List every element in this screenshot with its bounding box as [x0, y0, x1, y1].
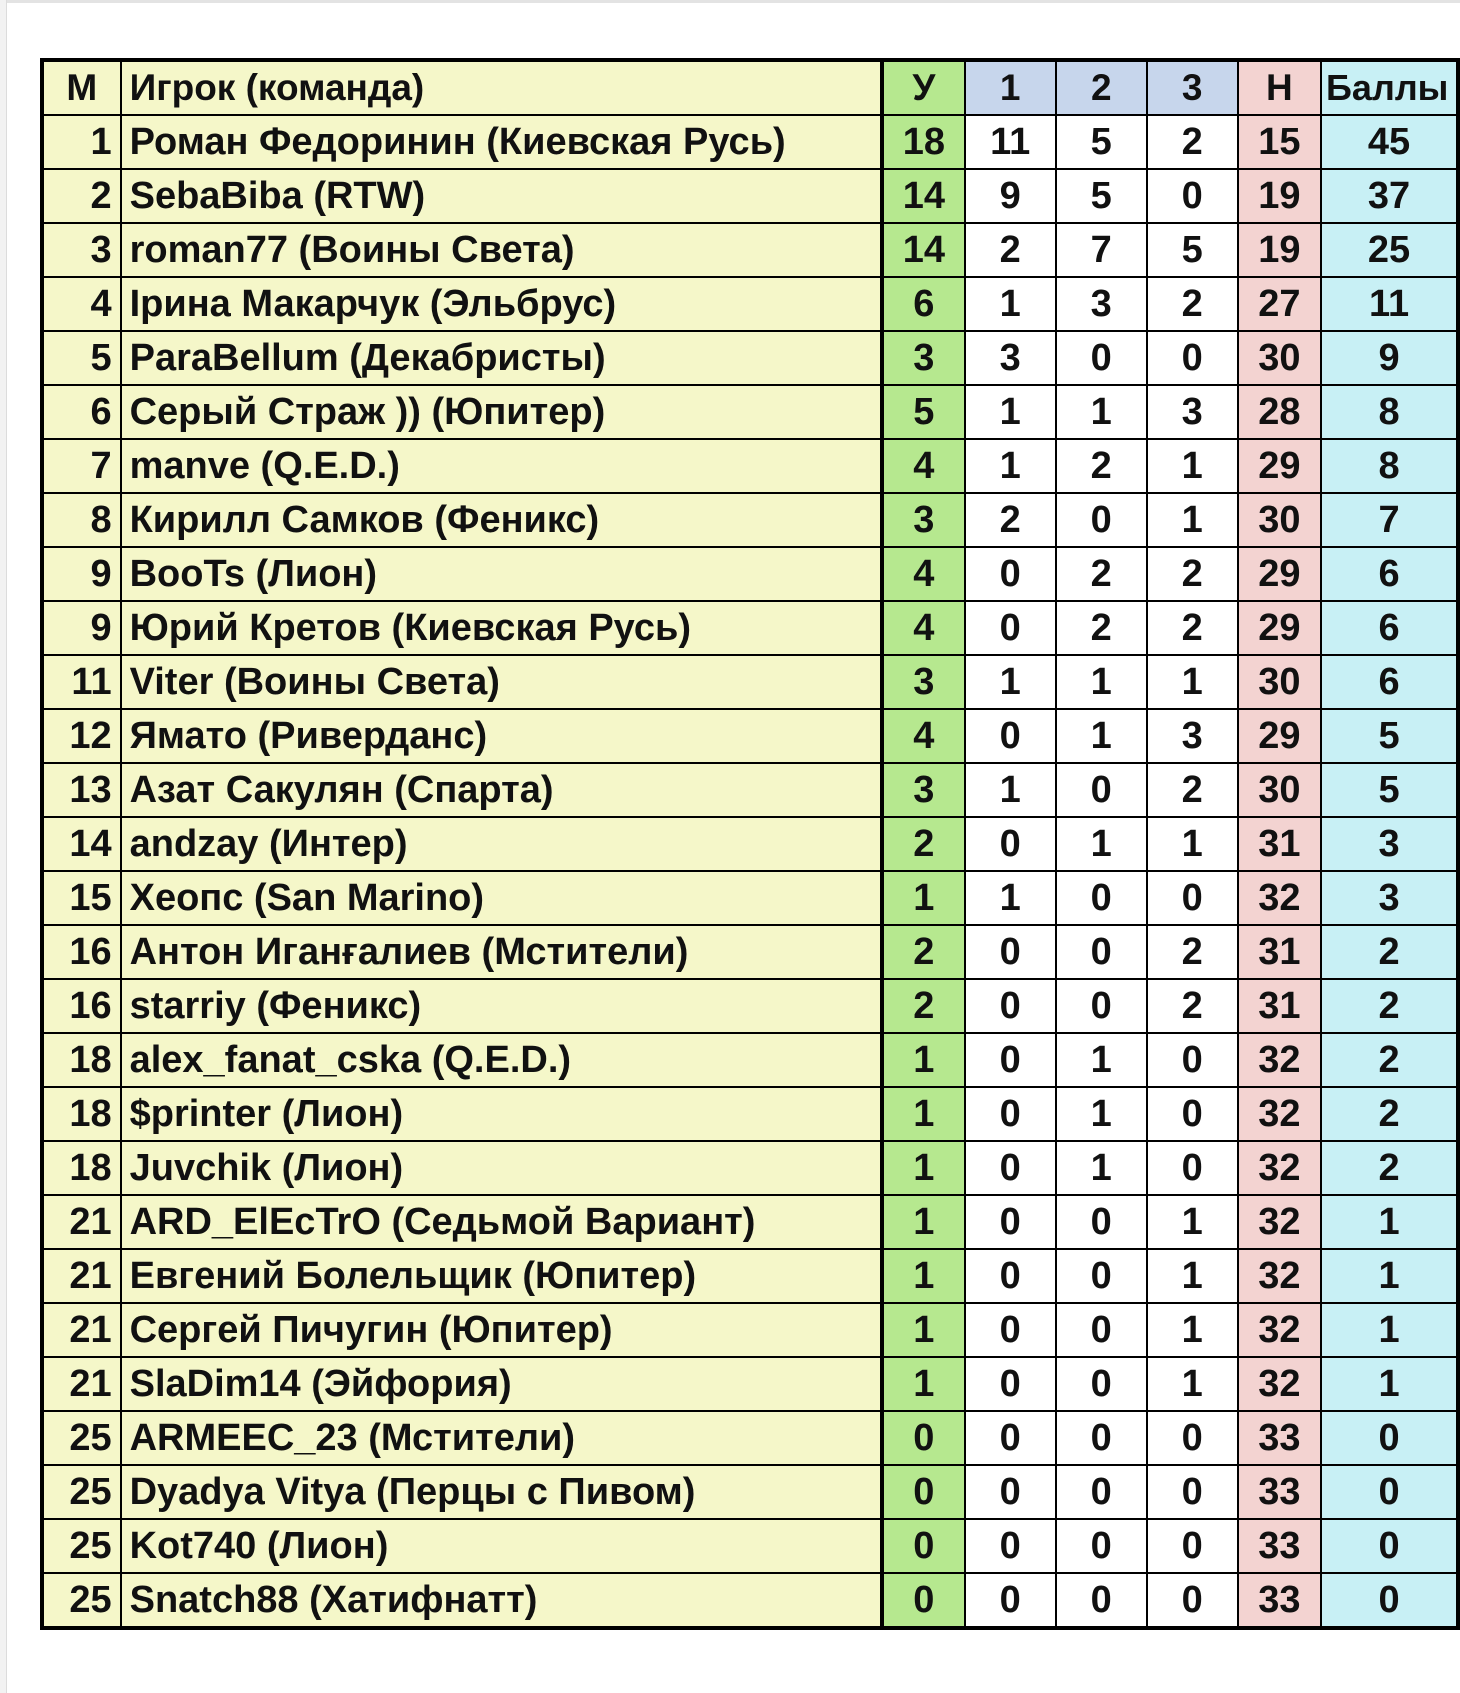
place-3-cell: 0: [1147, 1573, 1238, 1628]
table-row: [42, 1465, 1458, 1519]
points-cell: 3: [1321, 871, 1458, 925]
place-1-cell: 1: [965, 871, 1056, 925]
place-3-cell: 2: [1147, 925, 1238, 979]
rank-cell: 7: [42, 439, 121, 493]
player-cell: Антон Иганғалиев (Мстители): [121, 925, 883, 979]
points-cell: 45: [1321, 115, 1458, 169]
n-cell: 27: [1238, 277, 1321, 331]
n-cell: 33: [1238, 1411, 1321, 1465]
place-2-cell: 5: [1056, 115, 1147, 169]
table-row: [42, 169, 1458, 223]
n-cell: 32: [1238, 1357, 1321, 1411]
player-cell: Snatch88 (Хатифнатт): [121, 1573, 883, 1628]
n-cell: 15: [1238, 115, 1321, 169]
rank-cell: 8: [42, 493, 121, 547]
points-cell: 7: [1321, 493, 1458, 547]
rank-cell: 6: [42, 385, 121, 439]
player-cell: andzay (Интер): [121, 817, 883, 871]
rank-cell: 25: [42, 1465, 121, 1519]
place-2-cell: 2: [1056, 547, 1147, 601]
points-cell: 3: [1321, 817, 1458, 871]
points-cell: 5: [1321, 763, 1458, 817]
player-cell: Viter (Воины Света): [121, 655, 883, 709]
place-2-cell: 0: [1056, 979, 1147, 1033]
table-row: [42, 871, 1458, 925]
rank-cell: 16: [42, 979, 121, 1033]
points-cell: 8: [1321, 439, 1458, 493]
n-cell: 30: [1238, 331, 1321, 385]
points-cell: 2: [1321, 979, 1458, 1033]
place-1-cell: 9: [965, 169, 1056, 223]
table-row: [42, 331, 1458, 385]
u-cell: 18: [882, 115, 964, 169]
player-cell: Юрий Кретов (Киевская Русь): [121, 601, 883, 655]
points-cell: 1: [1321, 1357, 1458, 1411]
place-1-cell: 0: [965, 1195, 1056, 1249]
place-3-cell: 2: [1147, 115, 1238, 169]
place-2-cell: 0: [1056, 493, 1147, 547]
player-cell: Сергей Пичугин (Юпитер): [121, 1303, 883, 1357]
table-row: [42, 817, 1458, 871]
table-row: [42, 1033, 1458, 1087]
points-cell: 6: [1321, 547, 1458, 601]
u-cell: 14: [882, 169, 964, 223]
n-cell: 28: [1238, 385, 1321, 439]
place-3-cell: 5: [1147, 223, 1238, 277]
place-3-cell: 1: [1147, 493, 1238, 547]
place-2-cell: 0: [1056, 1519, 1147, 1573]
u-cell: 4: [882, 547, 964, 601]
place-1-cell: 0: [965, 1303, 1056, 1357]
place-2-cell: 2: [1056, 439, 1147, 493]
player-cell: Роман Федоринин (Киевская Русь): [121, 115, 883, 169]
place-3-cell: 0: [1147, 1411, 1238, 1465]
place-1-cell: 0: [965, 1033, 1056, 1087]
standings-table: [40, 58, 1460, 1630]
rank-cell: 11: [42, 655, 121, 709]
player-cell: Серый Страж )) (Юпитер): [121, 385, 883, 439]
player-cell: SebaBiba (RTW): [121, 169, 883, 223]
player-cell: Ямато (Риверданс): [121, 709, 883, 763]
n-cell: 32: [1238, 871, 1321, 925]
header-place-2: 2: [1056, 60, 1147, 115]
place-3-cell: 1: [1147, 655, 1238, 709]
u-cell: 0: [882, 1573, 964, 1628]
points-cell: 6: [1321, 655, 1458, 709]
place-2-cell: 0: [1056, 331, 1147, 385]
place-1-cell: 11: [965, 115, 1056, 169]
n-cell: 31: [1238, 979, 1321, 1033]
place-3-cell: 2: [1147, 601, 1238, 655]
rank-cell: 5: [42, 331, 121, 385]
points-cell: 2: [1321, 925, 1458, 979]
rank-cell: 12: [42, 709, 121, 763]
player-cell: starriy (Феникс): [121, 979, 883, 1033]
n-cell: 32: [1238, 1087, 1321, 1141]
n-cell: 19: [1238, 169, 1321, 223]
table-row: [42, 1519, 1458, 1573]
place-1-cell: 0: [965, 1519, 1056, 1573]
place-2-cell: 0: [1056, 1465, 1147, 1519]
place-2-cell: 1: [1056, 1141, 1147, 1195]
player-cell: Dyadya Vitya (Перцы с Пивом): [121, 1465, 883, 1519]
points-cell: 0: [1321, 1411, 1458, 1465]
rank-cell: 16: [42, 925, 121, 979]
place-3-cell: 1: [1147, 439, 1238, 493]
rank-cell: 18: [42, 1087, 121, 1141]
place-3-cell: 0: [1147, 1465, 1238, 1519]
rank-cell: 14: [42, 817, 121, 871]
rank-cell: 13: [42, 763, 121, 817]
place-1-cell: 2: [965, 223, 1056, 277]
place-1-cell: 0: [965, 1357, 1056, 1411]
rank-cell: 21: [42, 1195, 121, 1249]
place-3-cell: 0: [1147, 169, 1238, 223]
header-player: Игрок (команда): [121, 60, 883, 115]
points-cell: 37: [1321, 169, 1458, 223]
u-cell: 1: [882, 1141, 964, 1195]
u-cell: 1: [882, 1249, 964, 1303]
player-cell: $printer (Лион): [121, 1087, 883, 1141]
place-1-cell: 0: [965, 979, 1056, 1033]
place-3-cell: 1: [1147, 1195, 1238, 1249]
n-cell: 29: [1238, 439, 1321, 493]
place-1-cell: 0: [965, 601, 1056, 655]
points-cell: 25: [1321, 223, 1458, 277]
place-3-cell: 2: [1147, 763, 1238, 817]
points-cell: 6: [1321, 601, 1458, 655]
place-2-cell: 1: [1056, 385, 1147, 439]
rank-cell: 18: [42, 1033, 121, 1087]
header-rank: М: [42, 60, 121, 115]
player-cell: Евгений Болельщик (Юпитер): [121, 1249, 883, 1303]
table-row: [42, 115, 1458, 169]
u-cell: 2: [882, 817, 964, 871]
u-cell: 0: [882, 1519, 964, 1573]
place-3-cell: 0: [1147, 1141, 1238, 1195]
u-cell: 4: [882, 601, 964, 655]
place-2-cell: 0: [1056, 871, 1147, 925]
header-row: [42, 60, 1458, 115]
place-2-cell: 5: [1056, 169, 1147, 223]
table-row: [42, 763, 1458, 817]
points-cell: 2: [1321, 1087, 1458, 1141]
table-row: [42, 1141, 1458, 1195]
place-1-cell: 0: [965, 1465, 1056, 1519]
points-cell: 2: [1321, 1141, 1458, 1195]
rank-cell: 25: [42, 1519, 121, 1573]
table-row: [42, 1303, 1458, 1357]
player-cell: Хеопс (San Marino): [121, 871, 883, 925]
table-row: [42, 277, 1458, 331]
place-1-cell: 0: [965, 1411, 1056, 1465]
place-3-cell: 1: [1147, 1303, 1238, 1357]
table-row: [42, 493, 1458, 547]
player-cell: manve (Q.E.D.): [121, 439, 883, 493]
place-3-cell: 3: [1147, 385, 1238, 439]
place-2-cell: 7: [1056, 223, 1147, 277]
place-3-cell: 3: [1147, 709, 1238, 763]
place-1-cell: 1: [965, 439, 1056, 493]
table-row: [42, 1411, 1458, 1465]
u-cell: 1: [882, 1303, 964, 1357]
n-cell: 29: [1238, 547, 1321, 601]
place-1-cell: 0: [965, 1087, 1056, 1141]
u-cell: 1: [882, 1033, 964, 1087]
place-2-cell: 1: [1056, 1033, 1147, 1087]
place-2-cell: 0: [1056, 1357, 1147, 1411]
place-1-cell: 0: [965, 709, 1056, 763]
place-2-cell: 0: [1056, 1249, 1147, 1303]
place-2-cell: 1: [1056, 817, 1147, 871]
rank-cell: 21: [42, 1249, 121, 1303]
n-cell: 30: [1238, 655, 1321, 709]
u-cell: 5: [882, 385, 964, 439]
u-cell: 4: [882, 709, 964, 763]
place-3-cell: 0: [1147, 1087, 1238, 1141]
standings-body: [42, 115, 1458, 1628]
u-cell: 1: [882, 1195, 964, 1249]
points-cell: 1: [1321, 1195, 1458, 1249]
u-cell: 6: [882, 277, 964, 331]
rank-cell: 21: [42, 1303, 121, 1357]
n-cell: 33: [1238, 1465, 1321, 1519]
n-cell: 33: [1238, 1573, 1321, 1628]
place-3-cell: 1: [1147, 1249, 1238, 1303]
n-cell: 32: [1238, 1303, 1321, 1357]
place-2-cell: 3: [1056, 277, 1147, 331]
place-2-cell: 1: [1056, 655, 1147, 709]
table-row: [42, 1357, 1458, 1411]
rank-cell: 15: [42, 871, 121, 925]
n-cell: 32: [1238, 1195, 1321, 1249]
n-cell: 30: [1238, 493, 1321, 547]
place-2-cell: 0: [1056, 1573, 1147, 1628]
table-row: [42, 601, 1458, 655]
rank-cell: 2: [42, 169, 121, 223]
rank-cell: 1: [42, 115, 121, 169]
header-place-3: 3: [1147, 60, 1238, 115]
table-row: [42, 223, 1458, 277]
points-cell: 9: [1321, 331, 1458, 385]
header-u: У: [882, 60, 964, 115]
player-cell: Ірина Макарчук (Эльбрус): [121, 277, 883, 331]
rank-cell: 25: [42, 1411, 121, 1465]
points-cell: 1: [1321, 1249, 1458, 1303]
n-cell: 19: [1238, 223, 1321, 277]
rank-cell: 18: [42, 1141, 121, 1195]
place-3-cell: 0: [1147, 871, 1238, 925]
window-top-edge: [0, 0, 1460, 3]
place-1-cell: 0: [965, 1573, 1056, 1628]
place-3-cell: 2: [1147, 547, 1238, 601]
header-n: Н: [1238, 60, 1321, 115]
u-cell: 0: [882, 1411, 964, 1465]
table-row: [42, 925, 1458, 979]
n-cell: 31: [1238, 925, 1321, 979]
place-2-cell: 0: [1056, 925, 1147, 979]
place-2-cell: 1: [1056, 1087, 1147, 1141]
place-2-cell: 1: [1056, 709, 1147, 763]
n-cell: 32: [1238, 1249, 1321, 1303]
place-1-cell: 0: [965, 925, 1056, 979]
u-cell: 1: [882, 1357, 964, 1411]
u-cell: 1: [882, 1087, 964, 1141]
place-2-cell: 0: [1056, 763, 1147, 817]
points-cell: 0: [1321, 1465, 1458, 1519]
n-cell: 32: [1238, 1141, 1321, 1195]
u-cell: 4: [882, 439, 964, 493]
table-row: [42, 1087, 1458, 1141]
header-place-1: 1: [965, 60, 1056, 115]
table-row: [42, 1195, 1458, 1249]
place-3-cell: 2: [1147, 979, 1238, 1033]
points-cell: 0: [1321, 1573, 1458, 1628]
n-cell: 29: [1238, 709, 1321, 763]
place-3-cell: 1: [1147, 1357, 1238, 1411]
table-row: [42, 709, 1458, 763]
points-cell: 8: [1321, 385, 1458, 439]
player-cell: ParaBellum (Декабристы): [121, 331, 883, 385]
n-cell: 32: [1238, 1033, 1321, 1087]
u-cell: 0: [882, 1465, 964, 1519]
player-cell: ARMEEC_23 (Мстители): [121, 1411, 883, 1465]
u-cell: 3: [882, 655, 964, 709]
player-cell: SlaDim14 (Эйфория): [121, 1357, 883, 1411]
place-2-cell: 0: [1056, 1303, 1147, 1357]
rank-cell: 9: [42, 547, 121, 601]
place-3-cell: 1: [1147, 817, 1238, 871]
player-cell: Азат Сакулян (Спарта): [121, 763, 883, 817]
n-cell: 29: [1238, 601, 1321, 655]
player-cell: BooTs (Лион): [121, 547, 883, 601]
n-cell: 30: [1238, 763, 1321, 817]
place-1-cell: 3: [965, 331, 1056, 385]
points-cell: 2: [1321, 1033, 1458, 1087]
u-cell: 3: [882, 493, 964, 547]
n-cell: 33: [1238, 1519, 1321, 1573]
place-1-cell: 1: [965, 655, 1056, 709]
table-row: [42, 1249, 1458, 1303]
place-3-cell: 0: [1147, 1033, 1238, 1087]
rank-cell: 9: [42, 601, 121, 655]
u-cell: 3: [882, 331, 964, 385]
place-1-cell: 0: [965, 1249, 1056, 1303]
rank-cell: 3: [42, 223, 121, 277]
place-1-cell: 0: [965, 817, 1056, 871]
points-cell: 11: [1321, 277, 1458, 331]
place-2-cell: 2: [1056, 601, 1147, 655]
header-points: Баллы: [1321, 60, 1458, 115]
place-1-cell: 1: [965, 763, 1056, 817]
place-3-cell: 0: [1147, 1519, 1238, 1573]
player-cell: alex_fanat_cska (Q.E.D.): [121, 1033, 883, 1087]
rank-cell: 4: [42, 277, 121, 331]
u-cell: 14: [882, 223, 964, 277]
rank-cell: 21: [42, 1357, 121, 1411]
place-3-cell: 0: [1147, 331, 1238, 385]
rank-cell: 25: [42, 1573, 121, 1628]
place-1-cell: 1: [965, 385, 1056, 439]
table-row: [42, 1573, 1458, 1628]
place-1-cell: 0: [965, 1141, 1056, 1195]
place-2-cell: 0: [1056, 1411, 1147, 1465]
n-cell: 31: [1238, 817, 1321, 871]
table-row: [42, 655, 1458, 709]
table-row: [42, 979, 1458, 1033]
player-cell: roman77 (Воины Света): [121, 223, 883, 277]
points-cell: 5: [1321, 709, 1458, 763]
place-1-cell: 0: [965, 547, 1056, 601]
player-cell: Кирилл Самков (Феникс): [121, 493, 883, 547]
place-2-cell: 0: [1056, 1195, 1147, 1249]
place-1-cell: 2: [965, 493, 1056, 547]
u-cell: 2: [882, 925, 964, 979]
u-cell: 2: [882, 979, 964, 1033]
table-row: [42, 439, 1458, 493]
u-cell: 1: [882, 871, 964, 925]
player-cell: Juvchik (Лион): [121, 1141, 883, 1195]
points-cell: 1: [1321, 1303, 1458, 1357]
player-cell: ARD_ElEcTrO (Седьмой Вариант): [121, 1195, 883, 1249]
player-cell: Kot740 (Лион): [121, 1519, 883, 1573]
window-left-edge: [0, 0, 7, 1693]
place-3-cell: 2: [1147, 277, 1238, 331]
u-cell: 3: [882, 763, 964, 817]
table-row: [42, 385, 1458, 439]
table-row: [42, 547, 1458, 601]
points-cell: 0: [1321, 1519, 1458, 1573]
place-1-cell: 1: [965, 277, 1056, 331]
